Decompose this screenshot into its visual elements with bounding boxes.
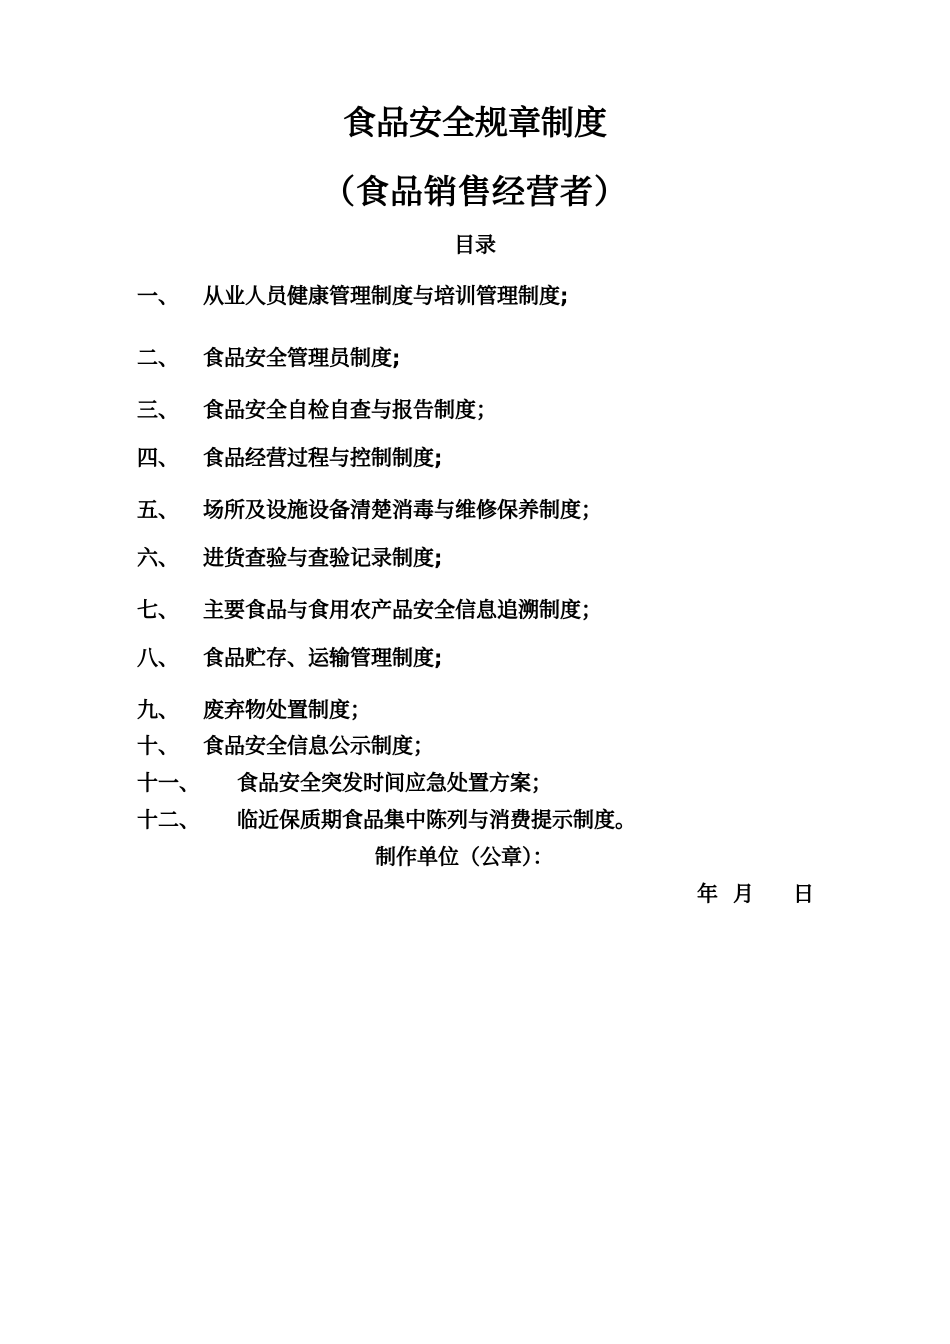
date-day-label: 日 xyxy=(793,882,814,906)
toc-item-number: 八、 xyxy=(137,646,179,670)
toc-item-text: 从业人员健康管理制度与培训管理制度; xyxy=(203,284,569,308)
toc-item-text: 场所及设施设备清楚消毒与维修保养制度； xyxy=(203,498,602,522)
toc-item-number: 六、 xyxy=(137,546,179,570)
toc-item-text: 食品安全信息公示制度； xyxy=(203,734,434,758)
production-unit-label: 制作单位（公章）： xyxy=(375,845,554,869)
toc-item-number: 四、 xyxy=(137,446,179,470)
toc-item-text: 食品安全突发时间应急处置方案； xyxy=(237,771,552,795)
toc-item-text: 临近保质期食品集中陈列与消费提示制度。 xyxy=(237,808,636,832)
toc-item-number: 七、 xyxy=(137,598,179,622)
toc-item-number: 十二、 xyxy=(137,808,200,832)
toc-item-number: 二、 xyxy=(137,346,179,370)
toc-item-text: 主要食品与食用农产品安全信息追溯制度； xyxy=(203,598,602,622)
toc-item-text: 食品安全管理员制度; xyxy=(203,346,401,370)
date-month-label: 月 xyxy=(733,882,754,906)
toc-item-number: 十一、 xyxy=(137,771,200,795)
document-title: 食品安全规章制度 xyxy=(343,103,607,142)
date-year-label: 年 xyxy=(697,882,718,906)
toc-item-text: 食品经营过程与控制制度; xyxy=(203,446,443,470)
toc-item-text: 进货查验与查验记录制度; xyxy=(203,546,443,570)
toc-heading: 目录 xyxy=(454,233,496,257)
date-line xyxy=(697,880,814,908)
toc-item-number: 九、 xyxy=(137,698,179,722)
toc-item-number: 一、 xyxy=(137,284,179,308)
toc-item-text: 废弃物处置制度； xyxy=(203,698,371,722)
toc-item-number: 五、 xyxy=(137,498,179,522)
toc-item-text: 食品安全自检自查与报告制度； xyxy=(203,398,497,422)
toc-item-number: 十、 xyxy=(137,734,179,758)
document-subtitle: （食品销售经营者） xyxy=(322,172,628,211)
toc-item-text: 食品贮存、运输管理制度; xyxy=(203,646,443,670)
toc-item-number: 三、 xyxy=(137,398,179,422)
